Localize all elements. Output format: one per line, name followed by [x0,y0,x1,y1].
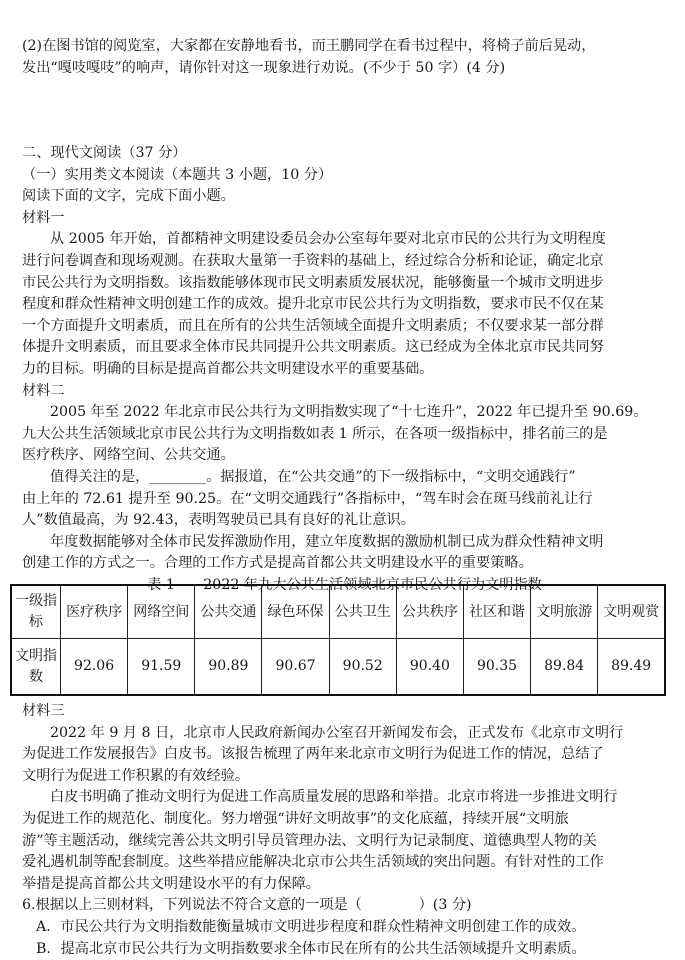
material-2-line: 2005 年至 2022 年北京市民公共行为文明指数实现了“十七连升”，2022 年已提升至 90.69。 [50,404,648,421]
material-3-line: 举措是提高首都公共文明建设水平的有力保障。 [22,875,320,892]
table-header-cell: 公共交通 [195,585,262,639]
table-header-label: 一级指标 [11,585,61,639]
material-2-line: 创建工作的方式之一。合理的工作方式是提高首都公共文明建设水平的重要策略。 [22,555,533,572]
question-2-block [22,36,667,79]
table-header-cell: 社区和谐 [463,585,530,639]
material-3-block [22,701,667,960]
material-3-line: 为促进工作发展报告》白皮书。该报告梳理了两年来北京市文明行为促进工作的情况，总结了 [22,746,604,763]
material-3-line: 游”等主题活动，继续完善公共文明引导员管理办法、文明行为记录制度、道德典型人物的关 [22,832,597,849]
material-1-line: 力的目标。明确的目标是提高首都公共文明建设水平的重要基础。 [22,360,434,377]
table-value-cell: 90.67 [262,639,329,696]
table-value-cell: 92.06 [61,639,128,696]
material-1-line: 一个方面提升文明素质，而且在所有的公共生活领域全面提升文明素质；不仅要求某一部分群 [22,317,604,334]
question-2-line-2: 发出“嘎吱嘎吱”的响声，请你针对这一现象进行劝说。(不少于 50 字）(4 分) [22,59,506,76]
table-value-cell: 89.49 [598,639,665,696]
table-header-cell: 网络空间 [128,585,195,639]
material-2-line: 年度数据能够对全体市民发挥激励作用，建立年度数据的激励机制已成为群众性精神文明 [50,533,604,550]
material-3-line: 2022 年 9 月 8 日，北京市人民政府新闻办公室召开新闻发布会，正式发布《北京市文明行 [50,724,624,741]
material-3-line: 爱礼遇机制等配套制度。这些举措应能解决北京市公共生活领域的突出问题。有针对性的工作 [22,854,604,871]
table-header-cell: 文明观赏 [598,585,665,639]
material-1-line: 市民公共行为文明指数。该指数能够体现市民文明素质发展状况，能够衡量一个城市文明进步 [22,274,604,291]
question-6-stem: 6.根据以上三则材料，下列说法不符合文意的一项是（ ）(3 分) [22,897,472,914]
section-instruction: 阅读下面的文字，完成下面小题。 [22,188,235,205]
table-header-cell: 公共卫生 [329,585,396,639]
section-heading: 二、现代文阅读（37 分） [22,145,187,161]
table-row-label: 文明指数 [11,639,61,696]
table-header-cell: 公共秩序 [396,585,463,639]
material-1-line: 程度和群众性精神文明创建工作的成效。提升北京市民公共行为文明指数，要求市民不仅在某 [22,296,604,313]
material-2-line: 值得关注的是，________。据报道，在“公共交通”的下一级指标中，“文明交通践行” [50,468,576,485]
material-3-title: 材料三 [22,703,65,719]
material-1-line: 体提升文明素质，而且要求全体市民共同提升公共文明素质。这已经成为全体北京市民共同努 [22,339,604,356]
table-header-cell: 文明旅游 [531,585,598,639]
material-2-line: 人”数值最高，为 92.43，表明驾驶员已具有良好的礼让意识。 [22,512,415,529]
table-value-cell: 90.52 [329,639,396,696]
material-3-line: 文明行为促进工作积累的有效经验。 [22,767,250,784]
material-2-title: 材料二 [22,382,65,399]
table-header-cell: 绿色环保 [262,585,329,639]
material-3-line: 为促进工作的规范化、制度化。努力增强“讲好文明故事”的文化底蕴，持续开展“文明旅 [22,810,569,827]
material-1-line: 进行问卷调查和现场观测。在获取大量第一手资料的基础上，经过综合分析和论证，确定北京 [22,252,604,269]
table-header-cell: 医疗秩序 [61,585,128,639]
material-3-line: 白皮书明确了推动文明行为促进工作高质量发展的思路和举措。北京市将进一步推进文明行 [50,789,618,806]
material-1-line: 从 2005 年开始，首都精神文明建设委员会办公室每年要对北京市民的公共行为文明程度 [50,231,606,248]
material-2-line: 九大公共生活领域北京市民公共行为文明指数如表 1 所示，在各项一级指标中，排名前三的是 [22,425,608,442]
material-2-line: 医疗秩序、网络空间、公共交通。 [22,447,235,464]
table-caption: 表 1 2022 年九大公共生活领域北京市民公共行为文明指数 [147,576,542,593]
material-2-line: 由上年的 72.61 提升至 90.25。在“文明交通践行”各指标中，“驾车时会在斑马线前礼让行 [22,490,593,507]
civility-index-table [10,584,666,696]
reading-section [22,143,667,596]
question-6-option-a: A．市民公共行为文明指数能衡量城市文明进步程度和群众性精神文明创建工作的成效。 [36,918,586,935]
table-value-cell: 91.59 [128,639,195,696]
table-value-cell: 90.35 [463,639,530,696]
question-2-line-1: (2)在图书馆的阅览室，大家都在安静地看书，而王鹏同学在看书过程中，将椅子前后晃动， [22,38,596,54]
table-value-cell: 90.89 [195,639,262,696]
table-value-row [11,639,665,696]
table-header-row [11,585,665,639]
material-1-title: 材料一 [22,209,65,226]
table-value-cell: 89.84 [531,639,598,696]
question-6-option-b: B．提高北京市民公共行为文明指数要求全体市民在所有的公共生活领域提升文明素质。 [36,940,586,957]
table-value-cell: 90.40 [396,639,463,696]
section-subheading: （一）实用类文本阅读（本题共 3 小题，10 分） [22,166,333,183]
